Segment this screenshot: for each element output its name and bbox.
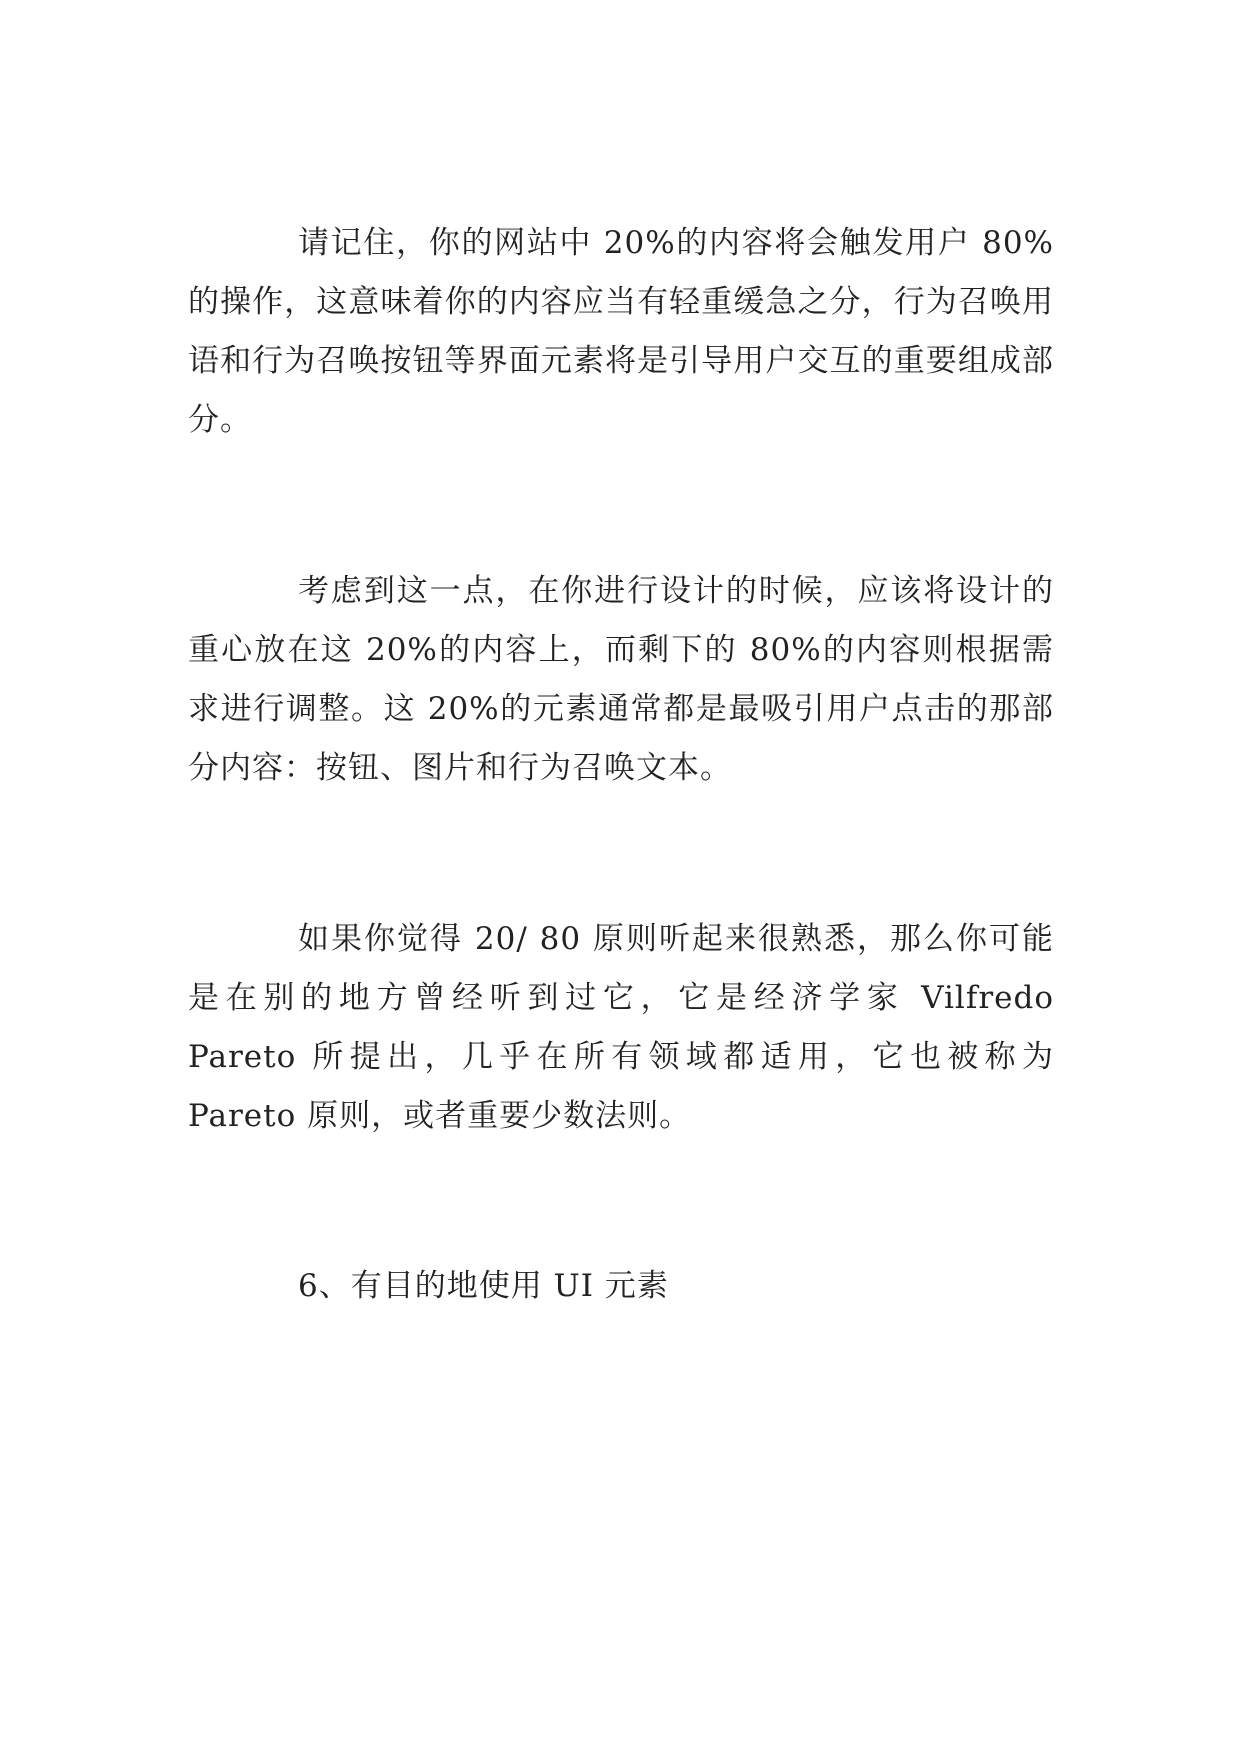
paragraph-1: 请记住，你的网站中 20%的内容将会触发用户 80%的操作，这意味着你的内容应当有轻重缓急之分，行为召唤用语和行为召唤按钮等界面元素将是引导用户交互的重要组成部分。	[188, 225, 1054, 438]
section-heading: 6、有目的地使用 UI 元素	[298, 1268, 669, 1304]
paragraph-2: 考虑到这一点，在你进行设计的时候，应该将设计的重心放在这 20%的内容上，而剩下的 80%的内容则根据需求进行调整。这 20%的元素通常都是最吸引用户点击的那部分内容：按钮、图片和行为召唤文本。	[188, 573, 1054, 786]
paragraph-3: 如果你觉得 20/ 80 原则听起来很熟悉，那么你可能是在别的地方曾经听到过它，它是经济学家 Vilfredo Pareto 所提出，几乎在所有领域都适用，它也被称为 Pareto 原则，或者重要少数法则。	[188, 921, 1054, 1134]
